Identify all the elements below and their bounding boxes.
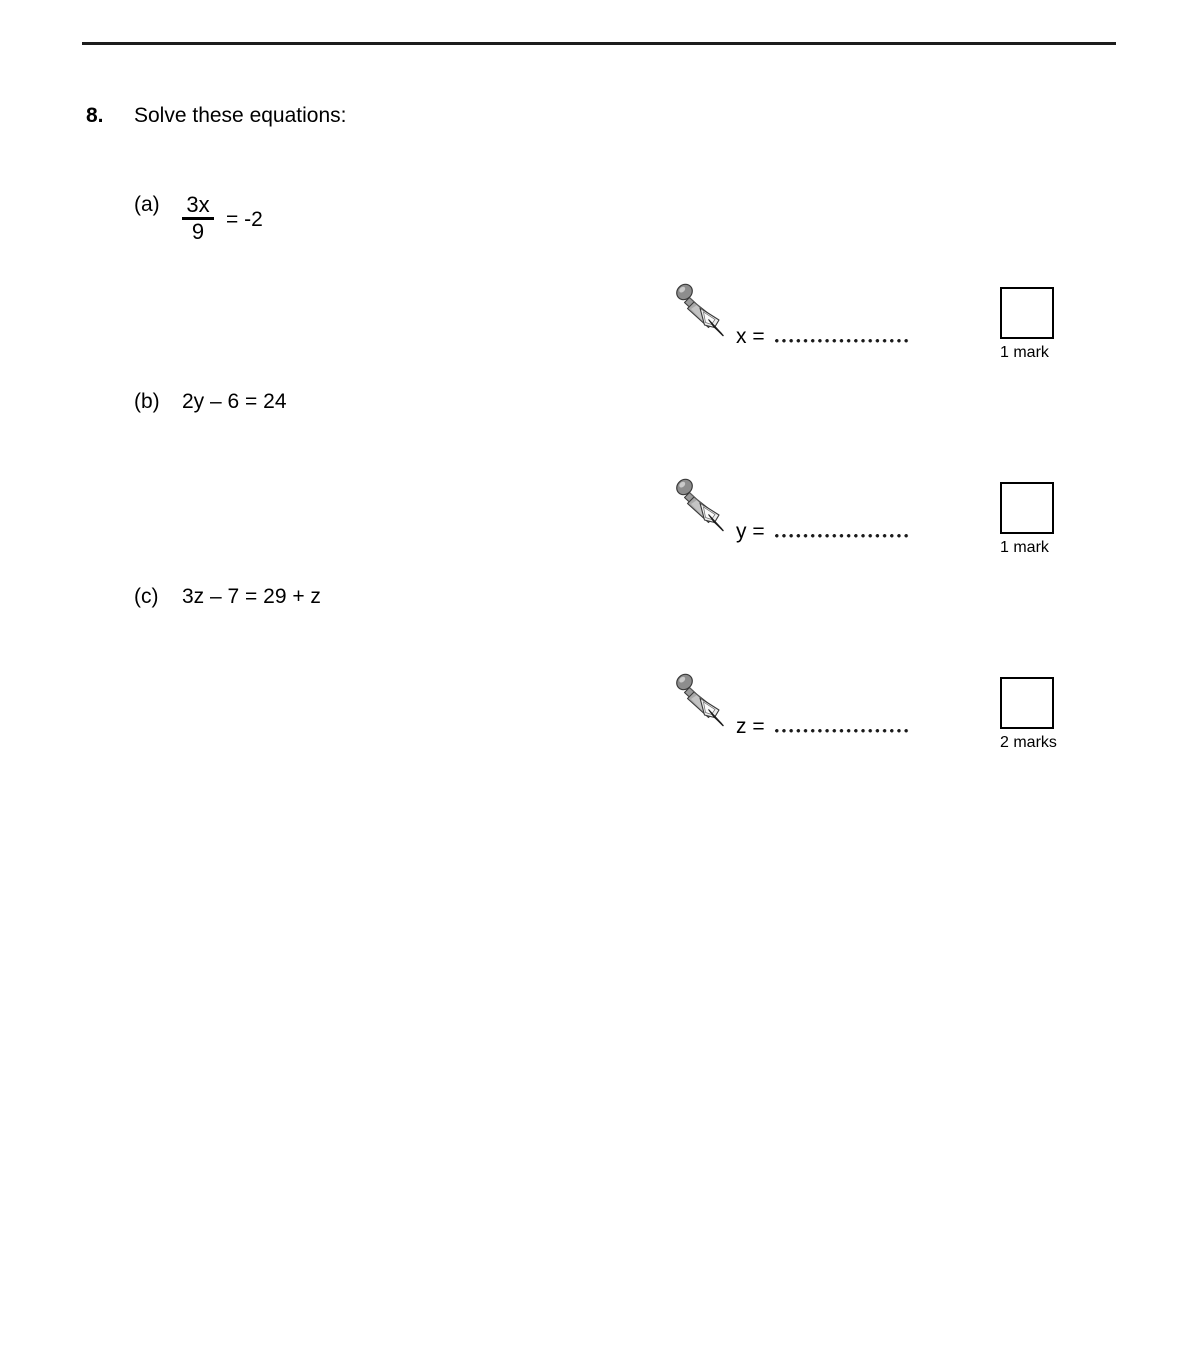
answer-dotted-line-x[interactable] — [775, 331, 911, 352]
answer-dotted-line-z[interactable] — [775, 721, 911, 742]
fraction-right-hand-side: = -2 — [226, 207, 263, 231]
question-number: 8. — [86, 104, 104, 127]
answer-line-y[interactable] — [736, 521, 911, 542]
pen-nib-icon — [670, 473, 740, 543]
question-prompt: Solve these equations: — [134, 104, 347, 127]
mark-group-3 — [1000, 677, 1120, 752]
mark-label-3: 2 marks — [1000, 734, 1057, 751]
equation-a — [182, 193, 263, 242]
equation-b: 2y – 6 = 24 — [182, 390, 287, 413]
pen-nib-icon — [670, 278, 740, 348]
part-label-a: (a) — [134, 193, 160, 216]
pen-nib-icon — [670, 668, 740, 738]
part-label-c: (c) — [134, 585, 159, 608]
answer-variable-z: z = — [736, 715, 765, 738]
part-label-b: (b) — [134, 390, 160, 413]
fraction-denominator: 9 — [191, 219, 205, 244]
mark-group-2 — [1000, 482, 1120, 557]
top-horizontal-rule — [82, 42, 1116, 45]
question-part-b — [134, 390, 287, 414]
mark-label-1: 1 mark — [1000, 344, 1049, 361]
mark-group-1 — [1000, 287, 1120, 362]
equation-c: 3z – 7 = 29 + z — [182, 585, 321, 608]
fraction-3x-over-9 — [182, 194, 214, 243]
answer-variable-x: x = — [736, 325, 765, 348]
mark-box-3[interactable] — [1000, 677, 1054, 729]
mark-label-2: 1 mark — [1000, 539, 1049, 556]
answer-line-z[interactable] — [736, 716, 911, 737]
question-header — [86, 104, 346, 128]
answer-line-x[interactable] — [736, 326, 911, 347]
answer-dotted-line-y[interactable] — [775, 526, 911, 547]
mark-box-1[interactable] — [1000, 287, 1054, 339]
mark-box-2[interactable] — [1000, 482, 1054, 534]
question-part-a — [134, 193, 263, 242]
answer-variable-y: y = — [736, 520, 765, 543]
question-part-c — [134, 585, 321, 609]
fraction-numerator: 3x — [186, 192, 210, 217]
